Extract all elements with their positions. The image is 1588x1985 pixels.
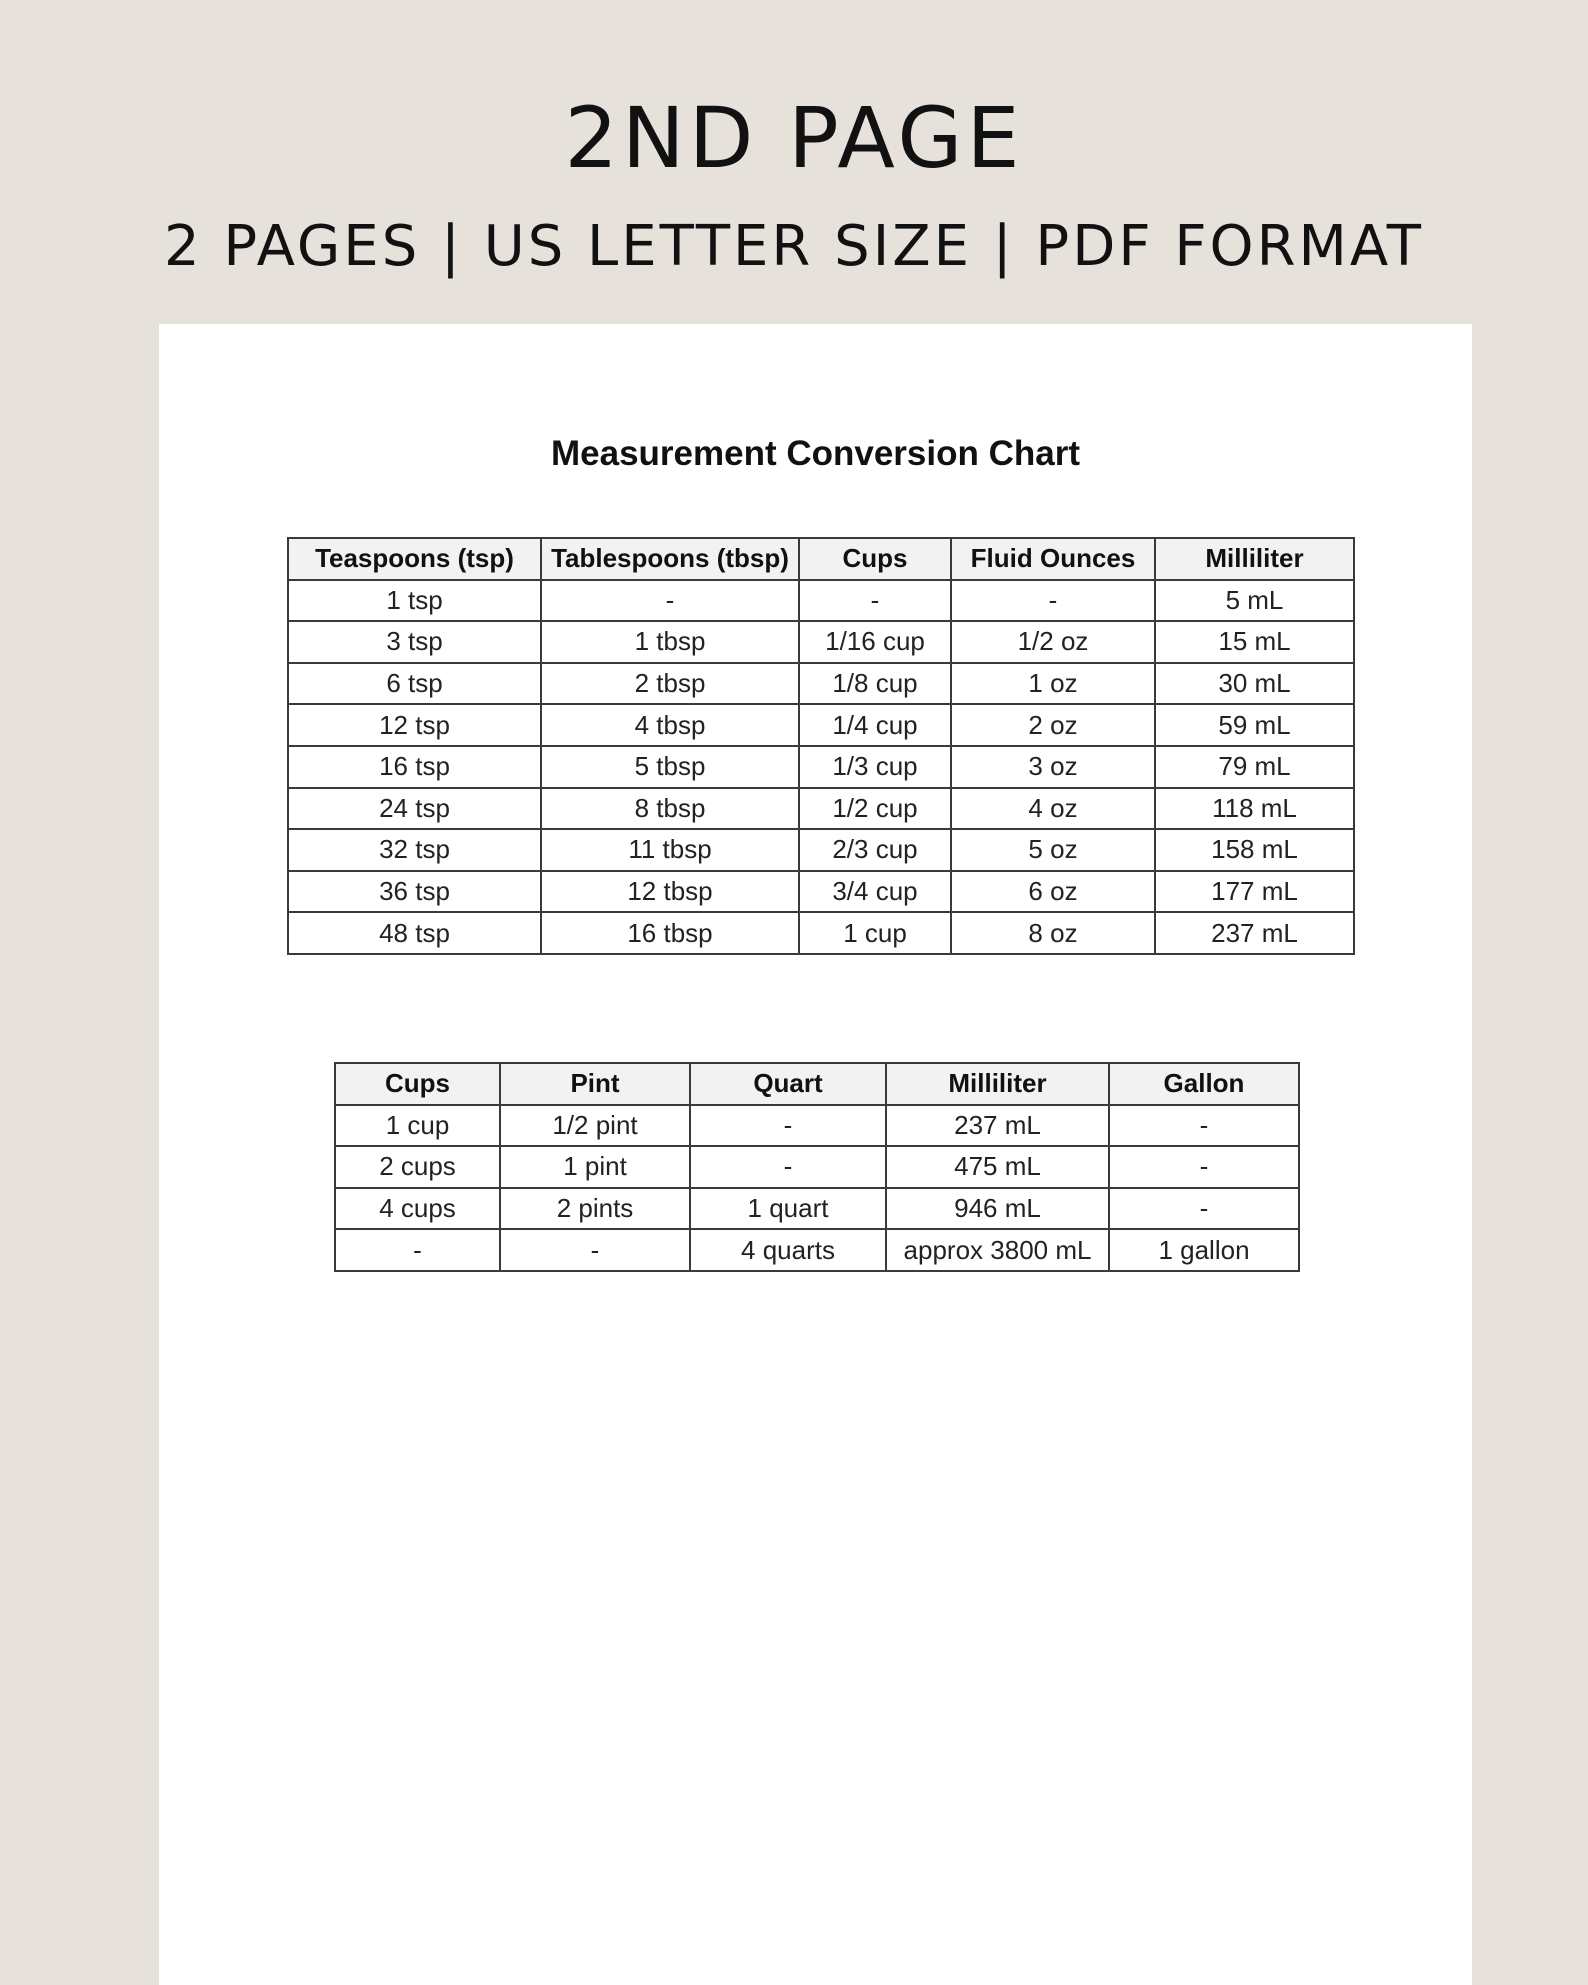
table-cell: 1 oz <box>951 663 1155 705</box>
table-cell: 1 tsp <box>288 580 541 622</box>
spoon-cup-conversion-table <box>287 537 1355 955</box>
table-cell: - <box>500 1229 690 1271</box>
column-header: Teaspoons (tsp) <box>288 538 541 580</box>
table-row <box>288 663 1354 705</box>
table-cell: - <box>541 580 799 622</box>
table-cell: 11 tbsp <box>541 829 799 871</box>
table-cell: 2 pints <box>500 1188 690 1230</box>
column-header: Fluid Ounces <box>951 538 1155 580</box>
table-cell: 475 mL <box>886 1146 1109 1188</box>
table-cell: 1/16 cup <box>799 621 951 663</box>
cup-gallon-conversion-table <box>334 1062 1300 1272</box>
banner-subtitle: 2 PAGES | US LETTER SIZE | PDF FORMAT <box>163 214 1425 279</box>
table-row <box>288 871 1354 913</box>
table-cell: 8 tbsp <box>541 788 799 830</box>
column-header: Milliliter <box>886 1063 1109 1105</box>
table-cell: 1/8 cup <box>799 663 951 705</box>
table-cell: - <box>690 1146 886 1188</box>
table-row <box>288 912 1354 954</box>
table-cell: 16 tsp <box>288 746 541 788</box>
table-cell: 1 cup <box>335 1105 500 1147</box>
table-cell: 1/2 pint <box>500 1105 690 1147</box>
table-cell: 2 cups <box>335 1146 500 1188</box>
column-header: Milliliter <box>1155 538 1354 580</box>
table-row <box>335 1188 1299 1230</box>
banner-title: 2ND PAGE <box>564 89 1024 187</box>
table-cell: 1/2 cup <box>799 788 951 830</box>
table-cell: 1 quart <box>690 1188 886 1230</box>
table-cell: 79 mL <box>1155 746 1354 788</box>
column-header: Quart <box>690 1063 886 1105</box>
table-header-row <box>288 538 1354 580</box>
table-cell: 1/4 cup <box>799 704 951 746</box>
table-cell: 12 tsp <box>288 704 541 746</box>
table-cell: - <box>1109 1105 1299 1147</box>
table-cell: 2 oz <box>951 704 1155 746</box>
table-cell: 32 tsp <box>288 829 541 871</box>
table-row <box>288 829 1354 871</box>
table-cell: - <box>690 1105 886 1147</box>
table-cell: 237 mL <box>886 1105 1109 1147</box>
table-cell: 3 tsp <box>288 621 541 663</box>
table-cell: - <box>951 580 1155 622</box>
table-cell: 8 oz <box>951 912 1155 954</box>
column-header: Tablespoons (tbsp) <box>541 538 799 580</box>
table-cell: 1 gallon <box>1109 1229 1299 1271</box>
table-cell: 177 mL <box>1155 871 1354 913</box>
table-cell: 6 tsp <box>288 663 541 705</box>
table-cell: - <box>1109 1188 1299 1230</box>
table-row <box>288 580 1354 622</box>
table-cell: 2 tbsp <box>541 663 799 705</box>
table-cell: 5 mL <box>1155 580 1354 622</box>
table-cell: 1 pint <box>500 1146 690 1188</box>
chart-title: Measurement Conversion Chart <box>550 434 1081 473</box>
table-row <box>335 1229 1299 1271</box>
table-cell: 4 tbsp <box>541 704 799 746</box>
table-row <box>288 621 1354 663</box>
table-cell: 5 oz <box>951 829 1155 871</box>
document-sheet <box>159 324 1472 1985</box>
table-cell: 59 mL <box>1155 704 1354 746</box>
table-cell: 2/3 cup <box>799 829 951 871</box>
table-cell: 5 tbsp <box>541 746 799 788</box>
table-cell: 16 tbsp <box>541 912 799 954</box>
table-cell: approx 3800 mL <box>886 1229 1109 1271</box>
table-cell: 6 oz <box>951 871 1155 913</box>
table-cell: 36 tsp <box>288 871 541 913</box>
table-row <box>335 1105 1299 1147</box>
table-cell: 946 mL <box>886 1188 1109 1230</box>
table-row <box>288 746 1354 788</box>
table-cell: 24 tsp <box>288 788 541 830</box>
table-row <box>335 1146 1299 1188</box>
table-cell: 1 cup <box>799 912 951 954</box>
table-cell: 3/4 cup <box>799 871 951 913</box>
table-cell: 4 cups <box>335 1188 500 1230</box>
table-cell: 15 mL <box>1155 621 1354 663</box>
column-header: Cups <box>799 538 951 580</box>
table-row <box>288 788 1354 830</box>
table-cell: - <box>335 1229 500 1271</box>
table-cell: 4 oz <box>951 788 1155 830</box>
table-cell: 30 mL <box>1155 663 1354 705</box>
column-header: Pint <box>500 1063 690 1105</box>
table-cell: - <box>799 580 951 622</box>
table-cell: 1 tbsp <box>541 621 799 663</box>
table-row <box>288 704 1354 746</box>
table-cell: 1/2 oz <box>951 621 1155 663</box>
table-cell: 158 mL <box>1155 829 1354 871</box>
table-cell: 3 oz <box>951 746 1155 788</box>
column-header: Gallon <box>1109 1063 1299 1105</box>
table-cell: 48 tsp <box>288 912 541 954</box>
table-cell: 118 mL <box>1155 788 1354 830</box>
table-cell: 1/3 cup <box>799 746 951 788</box>
table-header-row <box>335 1063 1299 1105</box>
table-cell: - <box>1109 1146 1299 1188</box>
table-cell: 4 quarts <box>690 1229 886 1271</box>
table-cell: 12 tbsp <box>541 871 799 913</box>
table-cell: 237 mL <box>1155 912 1354 954</box>
column-header: Cups <box>335 1063 500 1105</box>
